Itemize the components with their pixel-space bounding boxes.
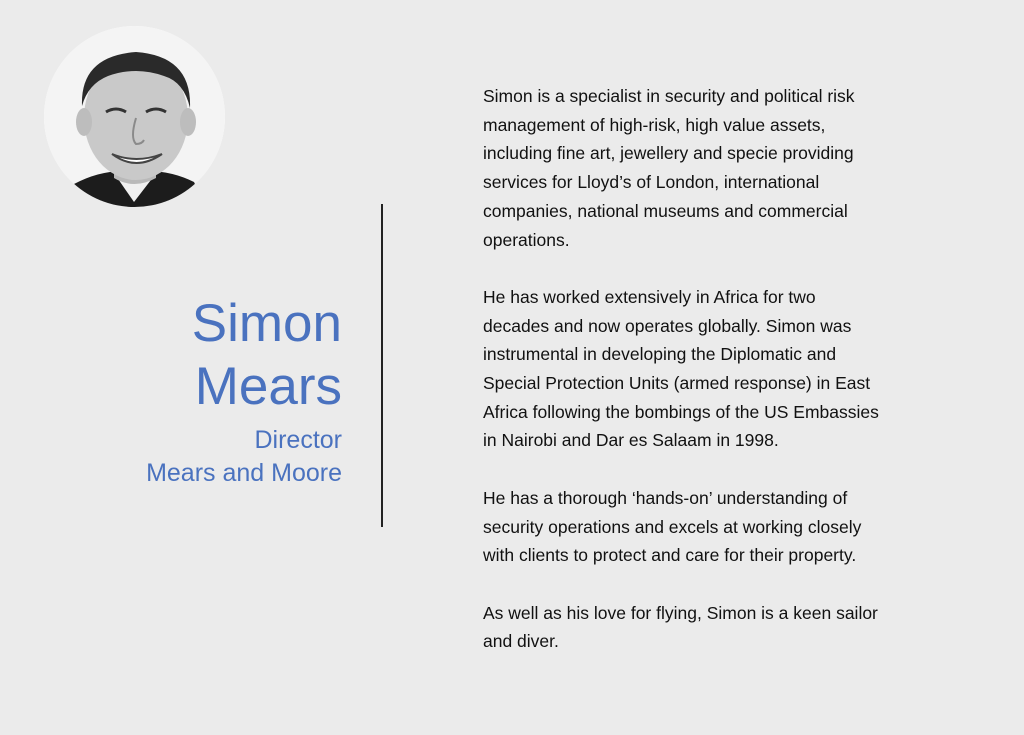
biography	[483, 82, 953, 685]
person-first-name: Simon	[191, 294, 342, 353]
person-name	[12, 292, 342, 418]
person-role	[12, 424, 342, 490]
person-company: Mears and Moore	[146, 459, 342, 487]
vertical-divider	[381, 204, 383, 527]
bio-paragraph: As well as his love for flying, Simon is a keen sailor and diver.	[483, 602, 878, 652]
person-title: Director	[254, 426, 342, 454]
bio-paragraph: He has worked extensively in Africa for two decades and now operates globally. Simon was instrumental in developing the Diplomatic and Special Protection Units (armed response) in East Africa following the bombings of the US Embassies in Nairobi and Dar es Salaam in 1998.	[483, 286, 879, 451]
portrait-photo	[44, 26, 225, 207]
bio-paragraph: Simon is a specialist in security and political risk management of high-risk, high value assets, including fine art, jewellery and specie providing services for Lloyd’s of London, international companies, national museums and commercial operations.	[483, 86, 855, 250]
person-last-name: Mears	[194, 357, 342, 416]
portrait-icon	[44, 26, 225, 207]
bio-paragraph: He has a thorough ‘hands-on’ understanding of security operations and excels at working closely with clients to protect and care for their property.	[483, 487, 862, 566]
